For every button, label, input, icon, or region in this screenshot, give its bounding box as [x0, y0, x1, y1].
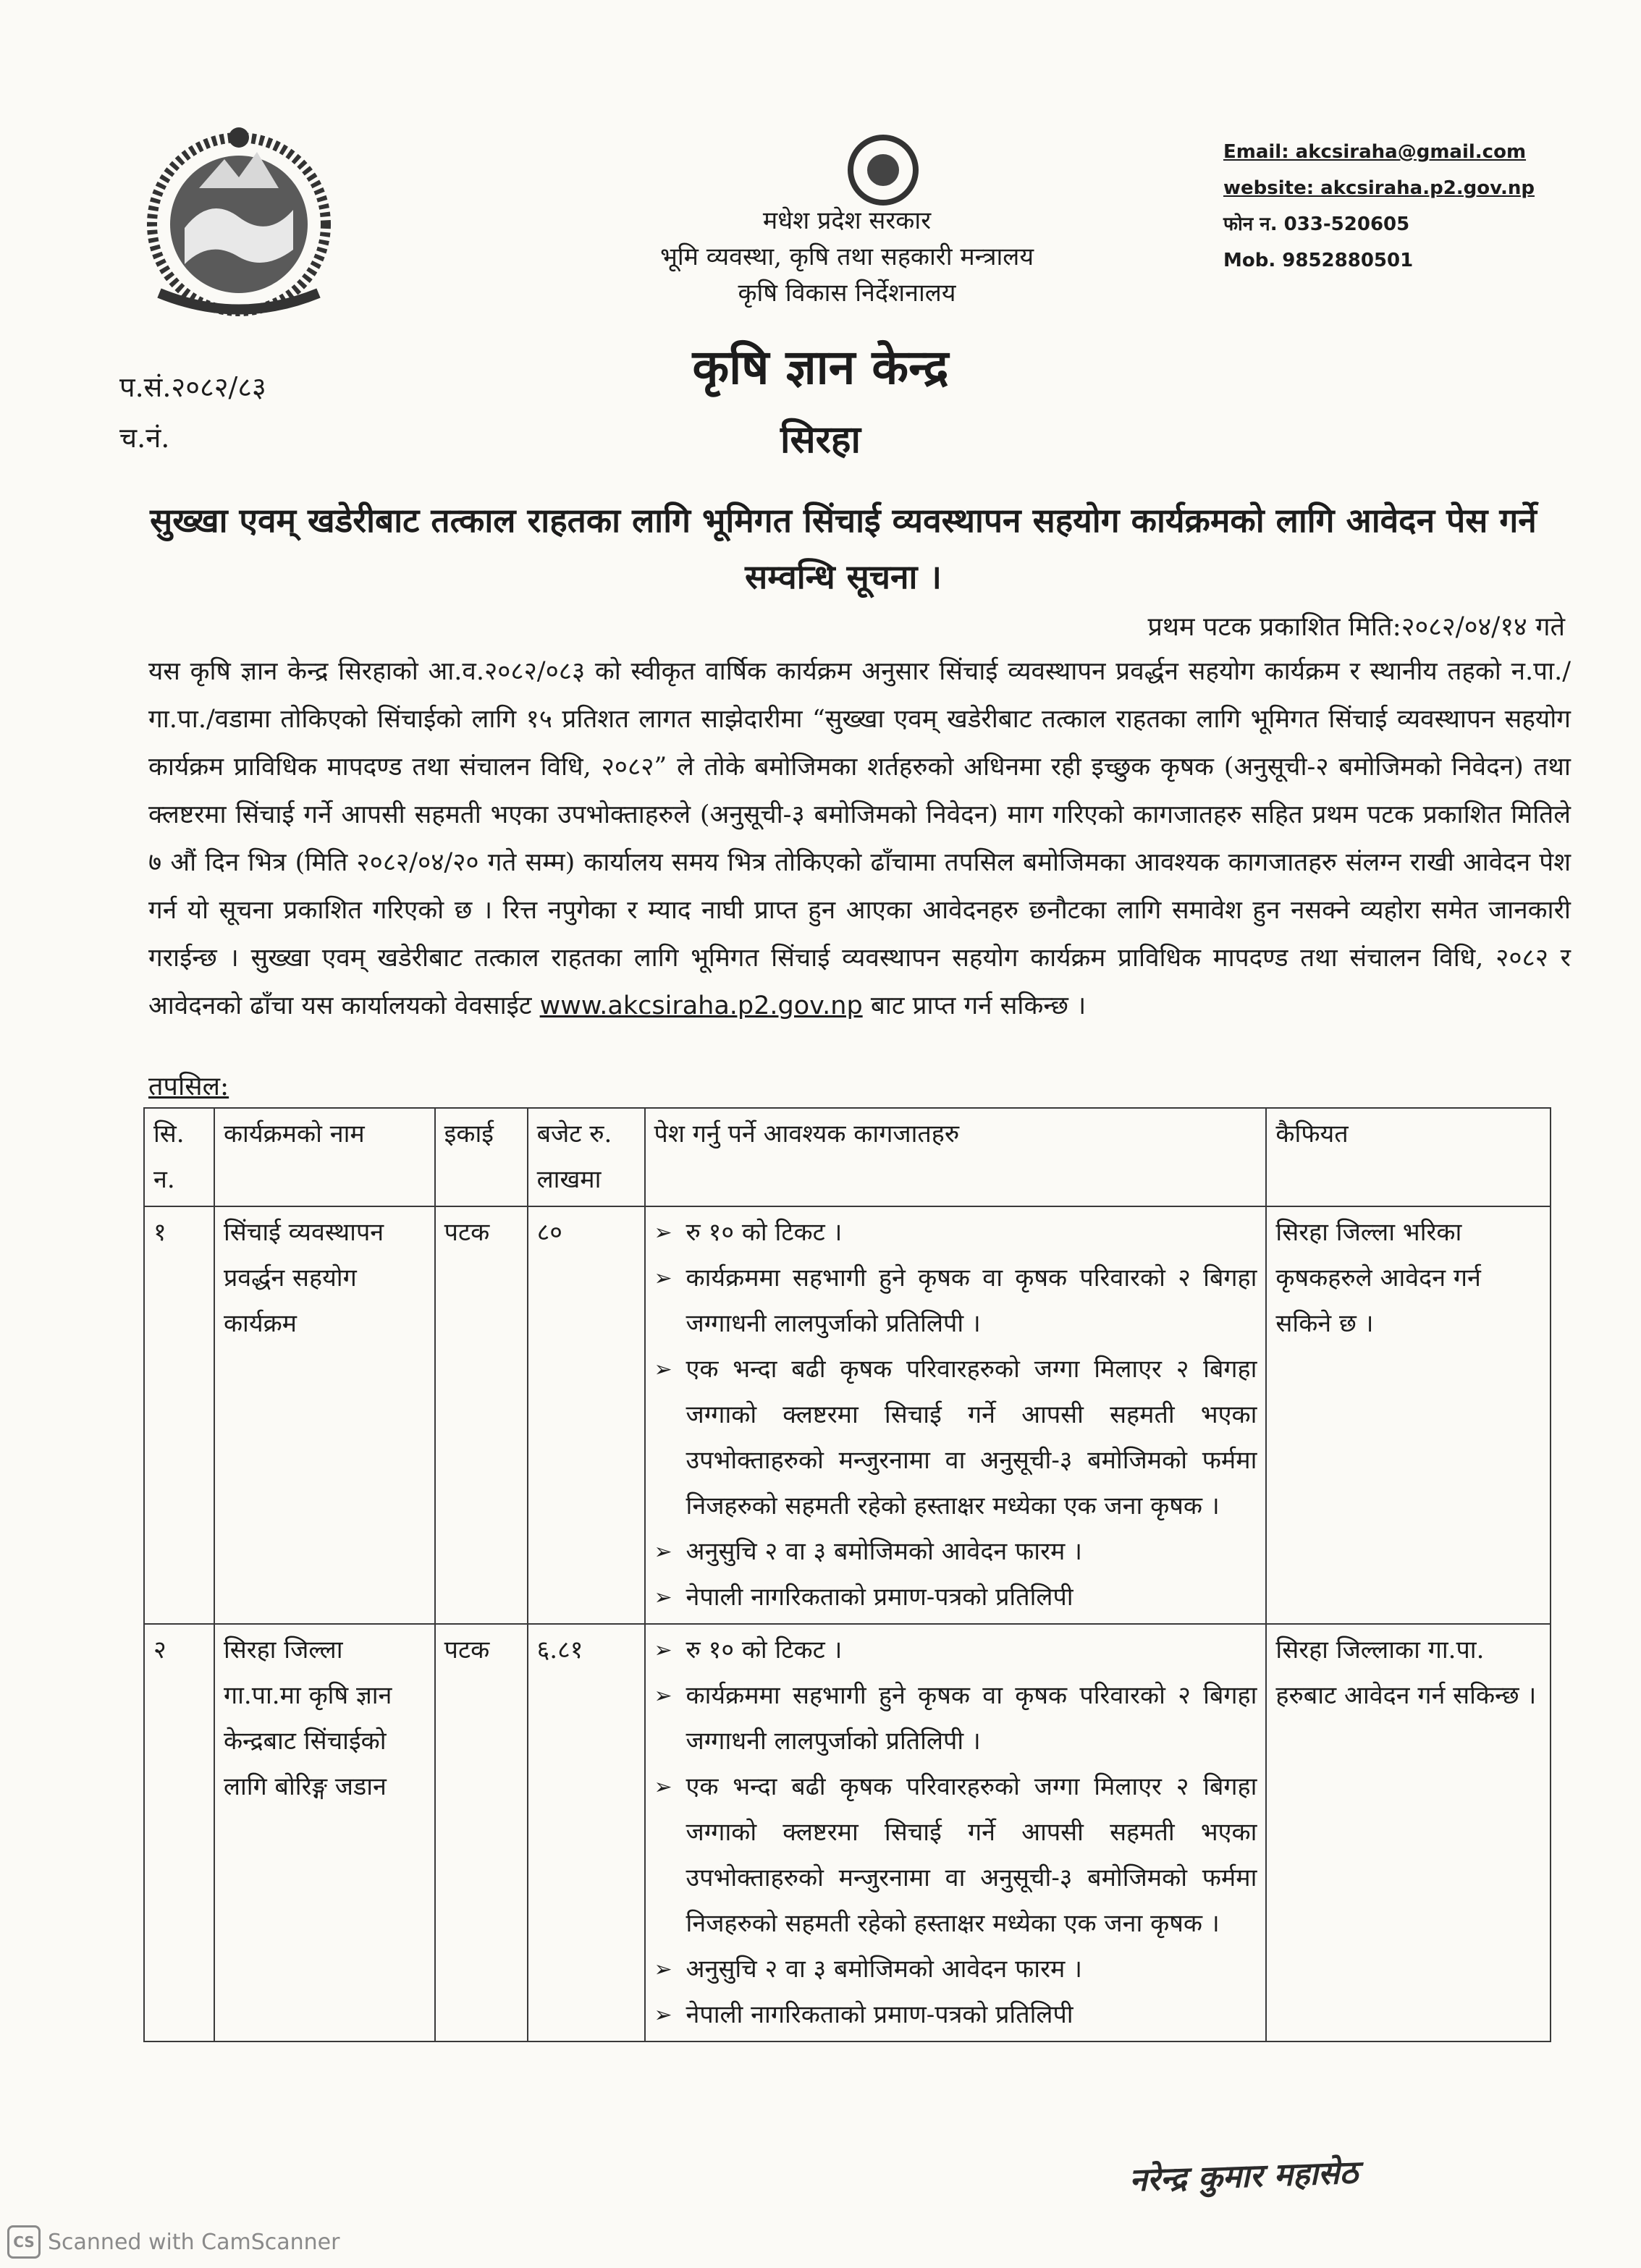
office-line: मधेश प्रदेश सरकार — [762, 206, 932, 235]
list-item: ➢ रु १० को टिकट । — [654, 1210, 1257, 1256]
contact-website: website: akcsiraha.p2.gov.np — [1223, 177, 1535, 199]
camscanner-icon: CS — [7, 2225, 41, 2259]
website-link: www.akcsiraha.p2.gov.np — [539, 991, 863, 1020]
contact-block — [1223, 134, 1535, 279]
contact-mobile: Mob. 9852880501 — [1223, 250, 1414, 271]
cell-budget: ८० — [528, 1206, 645, 1624]
cell-unit: पटक — [435, 1624, 528, 2041]
cell-sn: १ — [144, 1206, 214, 1624]
nepal-emblem-icon — [130, 109, 347, 333]
notice-body-end: बाट प्राप्त गर्न सकिन्छ । — [870, 991, 1087, 1020]
col-header-budget: बजेट रु. लाखमा — [528, 1108, 645, 1206]
notice-body-text: यस कृषि ज्ञान केन्द्र सिरहाको आ.व.२०८२/०८३ को स्वीकृत वार्षिक कार्यक्रम अनुसार सिंचाई व्यवस्थापन प्रवर्द्धन सहयोग कार्यक्रम र स्थानीय तहको न.पा./गा.पा./वडामा तोकिएको सिंचाईको लागि १५ प्रतिशत लागत साझेदारीमा “सुख्खा एवम् खडेरीबाट तत्काल राहतका लागि भूमिगत सिंचाई व्यवस्थापन सहयोग कार्यक्रम प्राविधिक मापदण्ड तथा संचालन विधि, २०८२” ले तोके बमोजिमका शर्तहरुको अधिनमा रही इच्छुक कृषक (अनुसूची-२ बमोजिमको निवेदन) तथा क्लष्टरमा सिंचाई गर्ने आपसी सहमती भएका उपभोक्ताहरुले (अनुसूची-३ बमोजिमको निवेदन) माग गरिएको कागजातहरु सहित प्रथम पटक प्रकाशित मितिले ७ औं दिन भित्र (मिति २०८२/०४/२० गते सम्म) कार्यालय समय भित्र तोकिएको ढाँचामा तपसिल बमोजिमका आवश्यक कागजातहरु संलग्न राखी आवेदन पेश गर्न यो सूचना प्रकाशित गरिएको छ । रित्त नपुगेका र म्याद नाघी प्राप्त हुन आएका आवेदनहरु छनौटका लागि समावेश हुन नसक्ने व्यहोरा समेत जानकारी गराईन्छ । सुख्खा एवम् खडेरीबाट तत्काल राहतका लागि भूमिगत सिंचाई व्यवस्थापन सहयोग कार्यक्रम प्राविधिक मापदण्ड तथा संचालन विधि, २०८२ र आवेदनको ढाँचा यस कार्यालयको वेवसाईट — [148, 657, 1571, 1020]
office-line: कृषि विकास निर्देशनालय — [738, 279, 956, 308]
col-header-remarks: कैफियत — [1266, 1108, 1551, 1206]
list-item: ➢ अनुसुचि २ वा ३ बमोजिमको आवेदन फारम । — [654, 1529, 1257, 1575]
cell-documents — [645, 1624, 1267, 2041]
notice-body — [148, 648, 1571, 1030]
details-label: तपसिल: — [148, 1072, 229, 1101]
list-item: ➢ नेपाली नागरिकताको प्रमाण-पत्रको प्रतिलिपी — [654, 1992, 1257, 2038]
list-item: ➢ कार्यक्रममा सहभागी हुने कृषक वा कृषक परिवारको २ बिगहा जग्गाधनी लालपुर्जाको प्रतिलिपी । — [654, 1673, 1257, 1764]
cell-sn: २ — [144, 1624, 214, 2041]
contact-phone: फोन न. 033-520605 — [1223, 213, 1410, 235]
col-header-docs: पेश गर्नु पर्ने आवश्यक कागजातहरु — [645, 1108, 1267, 1206]
cell-unit: पटक — [435, 1206, 528, 1624]
document-list — [654, 1628, 1257, 2038]
ref-number: प.सं.२०८२/८३ — [119, 371, 266, 403]
scanner-watermark — [7, 2225, 339, 2259]
cell-budget: ६.८१ — [528, 1624, 645, 2041]
cell-remarks: सिरहा जिल्ला भरिका कृषकहरुले आवेदन गर्न सकिने छ । — [1266, 1206, 1551, 1624]
office-heading — [594, 203, 1100, 311]
list-item: ➢ एक भन्दा बढी कृषक परिवारहरुको जग्गा मिलाएर २ बिगहा जग्गाको क्लष्टरमा सिचाई गर्ने आपसी सहमती भएका उपभोक्ताहरुको मन्जुरनामा वा अनुसूची-३ बमोजिमको फर्ममा निजहरुको सहमती रहेको हस्ताक्षर मध्येका एक जना कृषक । — [654, 1347, 1257, 1529]
org-title: कृषि ज्ञान केन्द्र — [692, 339, 949, 395]
cell-remarks: सिरहा जिल्लाका गा.पा. हरुबाट आवेदन गर्न सकिन्छ । — [1266, 1624, 1551, 2041]
table-row — [144, 1624, 1551, 2041]
table-header-row — [144, 1108, 1551, 1206]
contact-email: Email: akcsiraha@gmail.com — [1223, 141, 1527, 163]
office-seal-icon — [840, 127, 927, 213]
dispatch-number: च.नं. — [119, 422, 170, 454]
office-line: भूमि व्यवस्था, कृषि तथा सहकारी मन्त्रालय — [659, 242, 1034, 271]
list-item: ➢ अनुसुचि २ वा ३ बमोजिमको आवेदन फारम । — [654, 1947, 1257, 1992]
cell-documents — [645, 1206, 1267, 1624]
col-header-sn: सि. न. — [144, 1108, 214, 1206]
cell-program-name: सिरहा जिल्ला गा.पा.मा कृषि ज्ञान केन्द्रबाट सिंचाईको लागि बोरिङ्ग जडान — [214, 1624, 435, 2041]
table-row — [144, 1206, 1551, 1624]
col-header-unit: इकाई — [435, 1108, 528, 1206]
org-location: सिरहा — [780, 418, 861, 462]
list-item: ➢ नेपाली नागरिकताको प्रमाण-पत्रको प्रतिलिपी — [654, 1575, 1257, 1620]
notice-subject: सुख्खा एवम् खडेरीबाट तत्काल राहतका लागि भूमिगत सिंचाई व्यवस्थापन सहयोग कार्यक्रमको लागि आवेदन पेस गर्ने सम्वन्धि सूचना । — [150, 501, 1537, 596]
list-item: ➢ एक भन्दा बढी कृषक परिवारहरुको जग्गा मिलाएर २ बिगहा जग्गाको क्लष्टरमा सिचाई गर्ने आपसी सहमती भएका उपभोक्ताहरुको मन्जुरनामा वा अनुसूची-३ बमोजिमको फर्ममा निजहरुको सहमती रहेको हस्ताक्षर मध्येका एक जना कृषक । — [654, 1764, 1257, 1947]
cell-program-name: सिंचाई व्यवस्थापन प्रवर्द्धन सहयोग कार्यक्रम — [214, 1206, 435, 1624]
list-item: ➢ रु १० को टिकट । — [654, 1628, 1257, 1673]
publish-date: प्रथम पटक प्रकाशित मिति:२०८२/०४/१४ गते — [1147, 612, 1565, 642]
list-item: ➢ कार्यक्रममा सहभागी हुने कृषक वा कृषक परिवारको २ बिगहा जग्गाधनी लालपुर्जाको प्रतिलिपी । — [654, 1256, 1257, 1347]
program-table — [143, 1107, 1551, 2042]
watermark-text: Scanned with CamScanner — [48, 2229, 340, 2255]
document-list — [654, 1210, 1257, 1620]
col-header-name: कार्यक्रमको नाम — [214, 1108, 435, 1206]
signature: नरेन्द्र कुमार महासेठ — [1129, 2154, 1359, 2199]
